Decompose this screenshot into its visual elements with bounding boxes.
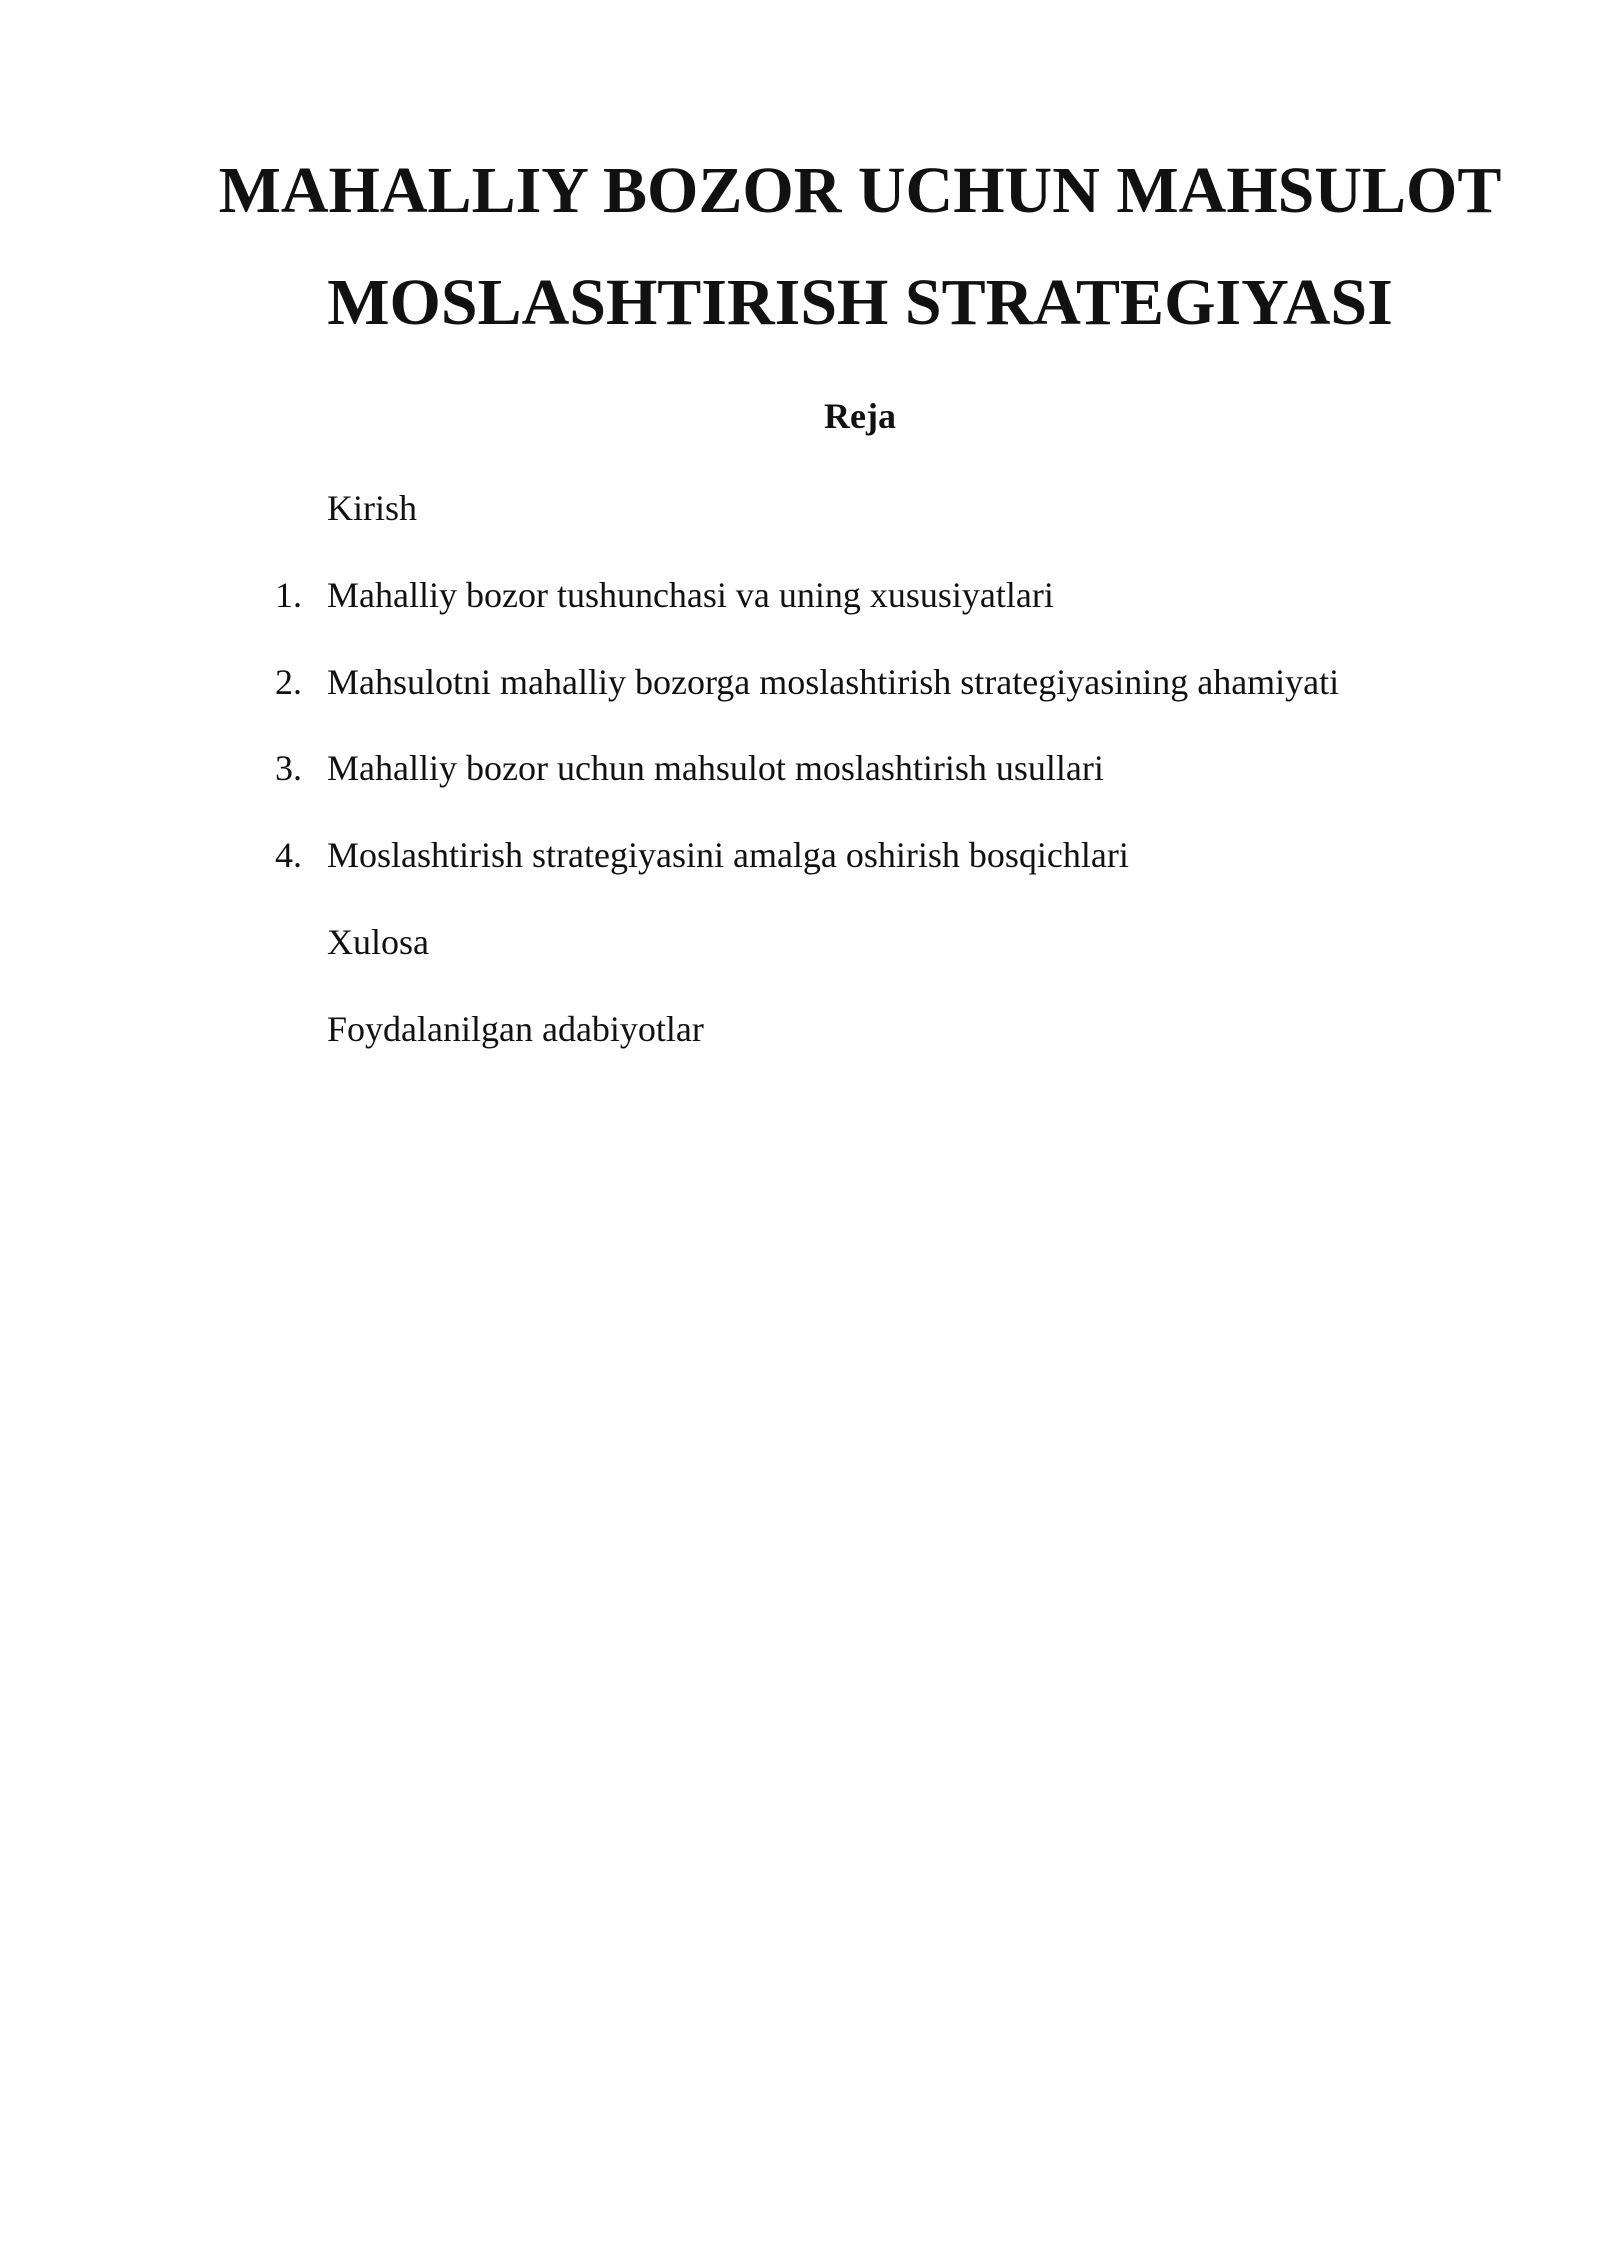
plan-item-text: Moslashtirish strategiyasini amalga oshirish bosqichlari [327, 835, 1129, 875]
plan-item-number: 4. [275, 835, 302, 875]
plan-heading: Reja [824, 396, 896, 436]
plan-item-number: 1. [275, 575, 302, 615]
plan-item-text: Mahsulotni mahalliy bozorga moslashtirish strategiyasining ahamiyati [327, 662, 1340, 702]
plan-item-number: 3. [275, 748, 302, 788]
plan-item-number: 2. [275, 662, 302, 702]
plan-item-text: Foydalanilgan adabiyotlar [327, 1009, 704, 1049]
document-title-line-2: MOSLASHTIRISH STRATEGIYASI [327, 266, 1393, 339]
document-title-line-1: MAHALLIY BOZOR UCHUN MAHSULOT [218, 154, 1502, 227]
plan-item-text: Xulosa [327, 922, 429, 962]
plan-item-text: Mahalliy bozor uchun mahsulot moslashtirish usullari [327, 748, 1104, 788]
plan-item-text: Kirish [327, 488, 417, 528]
plan-item-text: Mahalliy bozor tushunchasi va uning xususiyatlari [327, 575, 1054, 615]
